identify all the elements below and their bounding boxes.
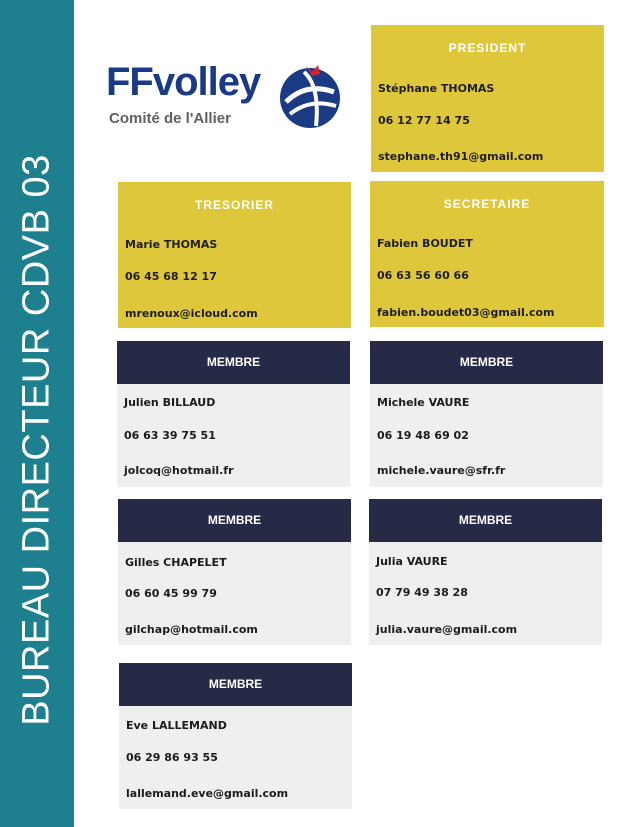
tresorier-email: mrenoux@icloud.com bbox=[125, 307, 258, 320]
tresorier-phone: 06 45 68 12 17 bbox=[125, 270, 217, 283]
member-name: Julia VAURE bbox=[376, 555, 448, 568]
card-member bbox=[370, 341, 603, 487]
president-phone: 06 12 77 14 75 bbox=[378, 114, 470, 127]
member-email: gilchap@hotmail.com bbox=[125, 623, 258, 636]
role-secretaire: SECRETAIRE bbox=[443, 197, 531, 211]
card-tresorier bbox=[118, 182, 351, 328]
member-role: MEMBRE bbox=[119, 663, 352, 706]
role-president: PRESIDENT bbox=[448, 41, 527, 55]
tresorier-name: Marie THOMAS bbox=[125, 238, 218, 251]
member-phone: 06 29 86 93 55 bbox=[126, 751, 218, 764]
member-name: Julien BILLAUD bbox=[124, 396, 216, 409]
secretaire-name: Fabien BOUDET bbox=[377, 237, 473, 250]
member-role: MEMBRE bbox=[118, 499, 351, 542]
card-member bbox=[117, 341, 350, 487]
card-president bbox=[371, 25, 604, 172]
secretaire-phone: 06 63 56 60 66 bbox=[377, 269, 469, 282]
card-member bbox=[118, 499, 351, 645]
member-name: Eve LALLEMAND bbox=[126, 719, 227, 732]
president-email: stephane.th91@gmail.com bbox=[378, 150, 544, 163]
member-phone: 07 79 49 38 28 bbox=[376, 586, 468, 599]
member-email: julia.vaure@gmail.com bbox=[376, 623, 518, 636]
card-member bbox=[369, 499, 602, 645]
ffvolley-logo bbox=[106, 60, 346, 140]
card-secretaire bbox=[370, 181, 604, 327]
role-tresorier: TRESORIER bbox=[194, 198, 274, 212]
volleyball-rooster-icon bbox=[276, 62, 344, 130]
president-name: Stéphane THOMAS bbox=[378, 82, 495, 95]
member-name: Gilles CHAPELET bbox=[125, 556, 227, 569]
sidebar bbox=[0, 0, 74, 827]
member-role: MEMBRE bbox=[369, 499, 602, 542]
card-member bbox=[119, 663, 352, 809]
member-phone: 06 60 45 99 79 bbox=[125, 587, 217, 600]
member-role: MEMBRE bbox=[117, 341, 350, 384]
member-email: jolcoq@hotmail.fr bbox=[124, 464, 234, 477]
member-phone: 06 19 48 69 02 bbox=[377, 429, 469, 442]
logo-brand: FFvolley bbox=[106, 60, 261, 104]
member-name: Michele VAURE bbox=[377, 396, 470, 409]
member-email: lallemand.eve@gmail.com bbox=[126, 787, 289, 800]
sidebar-title: BUREAU DIRECTEUR CDVB 03 bbox=[15, 154, 58, 726]
member-phone: 06 63 39 75 51 bbox=[124, 429, 216, 442]
member-role: MEMBRE bbox=[370, 341, 603, 384]
secretaire-email: fabien.boudet03@gmail.com bbox=[377, 306, 555, 319]
logo-subtitle: Comité de l'Allier bbox=[109, 110, 231, 127]
member-email: michele.vaure@sfr.fr bbox=[377, 464, 506, 477]
